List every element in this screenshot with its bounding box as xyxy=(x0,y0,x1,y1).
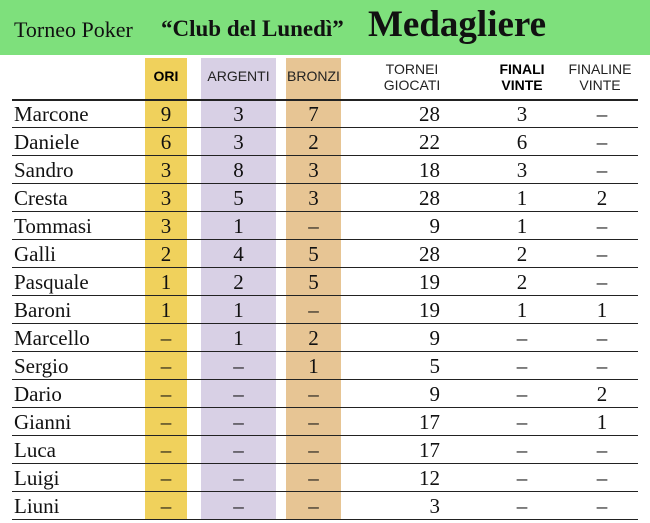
finali-value: 3 xyxy=(516,102,528,126)
bronzi-value: – xyxy=(308,466,319,490)
header-tornei-line1: TORNEI xyxy=(385,61,439,77)
finali-value: – xyxy=(516,438,528,462)
player-name: Daniele xyxy=(14,130,80,154)
player-name: Sandro xyxy=(14,158,74,182)
player-name: Sergio xyxy=(14,354,69,378)
finaline-value: – xyxy=(596,438,608,462)
tornei-value: 9 xyxy=(429,382,440,406)
player-name: Galli xyxy=(14,242,56,266)
header-finali-line2: VINTE xyxy=(501,77,543,93)
argenti-value: – xyxy=(233,382,244,406)
tornei-value: 17 xyxy=(419,410,440,434)
bronzi-value: – xyxy=(308,382,319,406)
player-name: Tommasi xyxy=(14,214,92,238)
finaline-value: 2 xyxy=(596,186,608,210)
bronzi-value: – xyxy=(308,298,319,322)
bronzi-value: 3 xyxy=(308,158,319,182)
finaline-value: – xyxy=(596,102,608,126)
player-name: Marcone xyxy=(14,102,89,126)
player-name: Gianni xyxy=(14,410,72,434)
bronzi-value: 5 xyxy=(308,270,319,294)
argenti-value: – xyxy=(233,494,244,518)
finaline-value: – xyxy=(596,326,608,350)
bronzi-value: – xyxy=(308,494,319,518)
ori-value: 3 xyxy=(160,214,172,238)
finaline-value: – xyxy=(596,130,608,154)
ori-value: – xyxy=(160,354,172,378)
header-bronzi: BRONZI xyxy=(287,68,340,84)
finaline-value: – xyxy=(596,466,608,490)
player-name: Pasquale xyxy=(14,270,89,294)
tornei-value: 17 xyxy=(419,438,440,462)
header-finali-vinte xyxy=(482,61,562,93)
tornei-value: 9 xyxy=(429,326,440,350)
argenti-value: – xyxy=(233,466,244,490)
header-tornei-giocati xyxy=(372,61,452,93)
bronzi-value: – xyxy=(308,438,319,462)
player-name: Dario xyxy=(14,382,62,406)
finaline-value: – xyxy=(596,158,608,182)
bronzi-value: 5 xyxy=(308,242,319,266)
player-name: Luca xyxy=(14,438,56,462)
bronzi-value: 3 xyxy=(308,186,319,210)
player-name: Liuni xyxy=(14,494,60,518)
finaline-value: – xyxy=(596,270,608,294)
finali-value: – xyxy=(516,326,528,350)
tornei-value: 19 xyxy=(419,298,440,322)
header-argenti: ARGENTI xyxy=(207,68,270,84)
ori-value: 2 xyxy=(160,242,172,266)
argenti-value: 4 xyxy=(233,242,244,266)
player-name: Cresta xyxy=(14,186,68,210)
club-name: “Club del Lunedì” xyxy=(161,16,344,41)
bronzi-value: – xyxy=(308,410,319,434)
tornei-value: 12 xyxy=(419,466,440,490)
header-ori: ORI xyxy=(153,68,179,84)
ori-value: 1 xyxy=(160,298,172,322)
finaline-value: – xyxy=(596,354,608,378)
ori-value: 3 xyxy=(160,158,172,182)
argenti-value: 2 xyxy=(233,270,244,294)
bronzi-value: 1 xyxy=(308,354,319,378)
finaline-value: 2 xyxy=(596,382,608,406)
argenti-value: – xyxy=(233,354,244,378)
argenti-value: – xyxy=(233,438,244,462)
ori-value: – xyxy=(160,466,172,490)
bronzi-value: 2 xyxy=(308,326,319,350)
ori-value: – xyxy=(160,382,172,406)
header-finaline-line1: FINALINE xyxy=(568,61,632,77)
finali-value: – xyxy=(516,382,528,406)
argenti-value: 8 xyxy=(233,158,244,182)
title-banner xyxy=(0,0,650,55)
tornei-value: 19 xyxy=(419,270,440,294)
finali-value: 3 xyxy=(516,158,528,182)
player-name: Marcello xyxy=(14,326,90,350)
tornei-value: 28 xyxy=(419,242,440,266)
finali-value: – xyxy=(516,410,528,434)
finaline-value: 1 xyxy=(596,298,608,322)
tornei-value: 22 xyxy=(419,130,440,154)
tornei-value: 3 xyxy=(429,494,440,518)
argenti-value: 1 xyxy=(233,326,244,350)
finaline-value: 1 xyxy=(596,410,608,434)
finaline-value: – xyxy=(596,214,608,238)
finali-value: – xyxy=(516,466,528,490)
ori-value: – xyxy=(160,438,172,462)
finaline-value: – xyxy=(596,242,608,266)
argenti-value: 3 xyxy=(233,130,244,154)
ori-value: 1 xyxy=(160,270,172,294)
finali-value: 1 xyxy=(516,186,528,210)
finali-value: – xyxy=(516,494,528,518)
player-name: Baroni xyxy=(14,298,72,322)
tornei-value: 9 xyxy=(429,214,440,238)
bronzi-value: 7 xyxy=(308,102,319,126)
argenti-value: 3 xyxy=(233,102,244,126)
header-tornei-line2: GIOCATI xyxy=(383,77,441,93)
page-title: Medagliere xyxy=(368,4,547,45)
ori-value: 6 xyxy=(160,130,172,154)
ori-value: – xyxy=(160,326,172,350)
header-finaline-vinte xyxy=(555,61,645,93)
finali-value: 1 xyxy=(516,298,528,322)
argenti-value: 1 xyxy=(233,214,244,238)
tornei-value: 18 xyxy=(419,158,440,182)
ori-value: 9 xyxy=(160,102,172,126)
finaline-value: – xyxy=(596,494,608,518)
ori-value: – xyxy=(160,494,172,518)
finali-value: 2 xyxy=(516,242,528,266)
tornei-value: 28 xyxy=(419,186,440,210)
player-name: Luigi xyxy=(14,466,60,490)
bronzi-value: 2 xyxy=(308,130,319,154)
finali-value: – xyxy=(516,354,528,378)
finali-value: 6 xyxy=(516,130,528,154)
ori-value: 3 xyxy=(160,186,172,210)
bronzi-value: – xyxy=(308,214,319,238)
row-divider xyxy=(12,519,638,520)
tornei-value: 5 xyxy=(429,354,440,378)
argenti-value: 1 xyxy=(233,298,244,322)
title-prefix: Torneo Poker xyxy=(14,17,133,42)
finali-value: 1 xyxy=(516,214,528,238)
argenti-value: 5 xyxy=(233,186,244,210)
ori-value: – xyxy=(160,410,172,434)
header-finali-line1: FINALI xyxy=(499,61,545,77)
argenti-value: – xyxy=(233,410,244,434)
tornei-value: 28 xyxy=(419,102,440,126)
header-finaline-line2: VINTE xyxy=(579,77,621,93)
finali-value: 2 xyxy=(516,270,528,294)
